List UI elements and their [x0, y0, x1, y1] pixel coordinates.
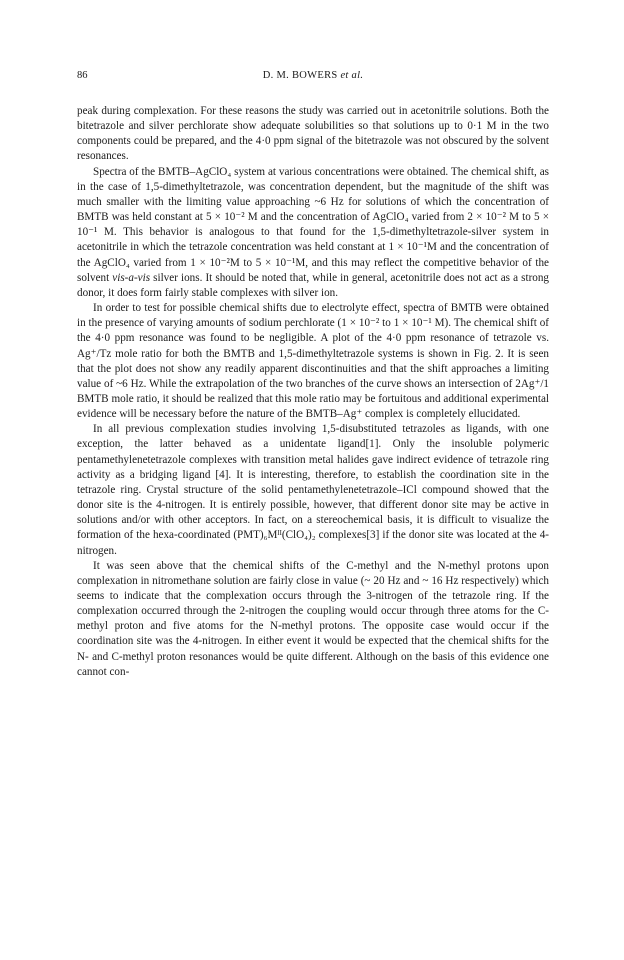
paragraph: Spectra of the BMTB–AgClO₄ system at various concentrations were obtained. The chemical shift, as in the case of 1,5-dimethyltetrazole, was concentration dependent, but the magnitude of the shift was much smaller with the limiting value approaching ~6 Hz for solutions of which the concentration of BMTB was held constant at 5 × 10⁻² M and the concentration of AgClO₄ varied from 2 × 10⁻² M to 5 × 10⁻¹ M. This behavior is analogous to that found for the 1,5-dimethyltetrazole-silver system in acetonitrile in which the tetrazole concentration was held constant at 1 × 10⁻¹M and the concentration of the AgClO₄ varied from 1 × 10⁻²M to 5 × 10⁻¹M, and this may reflect the competitive behavior of the solvent vis-a-vis silver ions. It should be noted that, while in general, acetonitrile does not act as a strong donor, it does form fairly stable complexes with silver ion.: [77, 165, 549, 299]
paragraph: peak during complexation. For these reasons the study was carried out in acetonitrile solutions. Both the bitetrazole and silver perchlorate show adequate solubilities so that solutions up to 0·1 M in the two components could be prepared, and the 4·0 ppm signal of the bitetrazole was not obscured by the solvent resonances.: [77, 105, 549, 163]
paragraph: In all previous complexation studies involving 1,5-disubstituted tetrazoles as ligands, with one exception, the latter behaved as a unidentate ligand[1]. Only the insoluble polymeric pentamethylenetetrazole complexes with transition metal halides gave indirect evidence of tetrazole ring activity as a bridging ligand [4]. It is interesting, therefore, to establish the coordination site in the tetrazole ring. Crystal structure of the solid pentamethylenetetrazole–ICl compound showed that the donor site is the 4-nitrogen. It is entirely possible, however, that different donor site may be active in solutions and/or with other acceptors. In fact, on a stereochemical basis, it is difficult to visualize the formation of the hexa-coordinated (PMT)₆Mᴵᴵ(ClO₄)₂ complexes[3] if the donor site was located at the 4-nitrogen.: [77, 423, 549, 557]
paragraph: In order to test for possible chemical shifts due to electrolyte effect, spectra of BMTB were obtained in the presence of varying amounts of sodium perchlorate (1 × 10⁻² to 1 × 10⁻¹ M). The chemical shift of the 4·0 ppm resonance was found to be negligible. A plot of the 4·0 ppm resonance of tetrazole vs. Ag⁺/Tz mole ratio for both the BMTB and 1,5-dimethyltetrazole systems is shown in Fig. 2. It is seen that the plot does not show any readily apparent discontinuities and that the shift approaches a limiting value of ~6 Hz. While the extrapolation of the two branches of the curve shows an intersection of 2Ag⁺/1 BMTB mole ratio, it should be realized that this mole ratio may be fortuitous and additional experimental evidence will be necessary before the nature of the BMTB–Ag⁺ complex is completely ellucidated.: [77, 302, 549, 421]
page-header: [77, 70, 549, 86]
paragraph: It was seen above that the chemical shifts of the C-methyl and the N-methyl protons upon complexation in nitromethane solution are fairly close in value (~ 20 Hz and ~ 16 Hz respectively) which seems to indicate that the complexation occurs through the 3-nitrogen of the tetrazole ring. If the complexation occurred through the 2-nitrogen the coupling would occur through three atoms for the C-methyl proton and five atoms for the N-methyl protons. The opposite case would occur if the coordination site was the 4-nitrogen. In either event it would be expected that the chemical shifts for the N- and C-methyl proton resonances would be quite different. Although on the basis of this evidence one cannot con-: [77, 559, 549, 678]
journal-page: [77, 70, 549, 680]
page-number: 86: [77, 70, 88, 81]
article-body: [77, 104, 549, 680]
running-head: D. M. BOWERS et al.: [262, 70, 364, 81]
